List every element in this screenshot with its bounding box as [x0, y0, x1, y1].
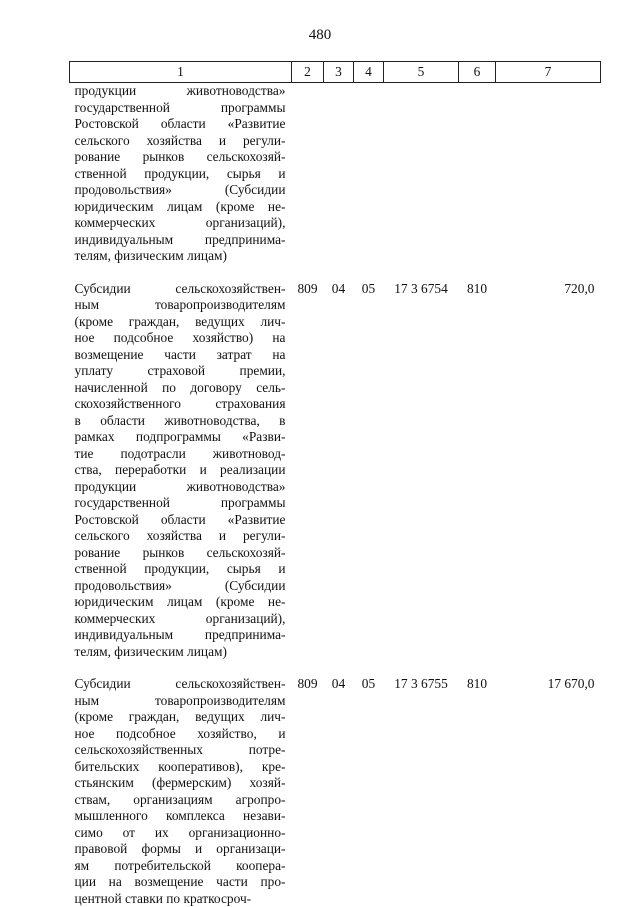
row-description: [70, 265, 292, 661]
description-line: Субсидии сельскохозяйствен-: [75, 281, 286, 298]
description-line: (кроме граждан, ведущих лич-: [75, 314, 286, 331]
description-line: ным товаропроизводителям: [75, 693, 286, 710]
description-line: продовольствия» (Субсидии: [75, 182, 286, 199]
table-row: [70, 265, 601, 661]
description-line: рование рынков сельскохозяй-: [75, 545, 286, 562]
description-line: Ростовской области «Развитие: [75, 116, 286, 133]
description-line: ным товаропроизводителям: [75, 297, 286, 314]
description-line: стьянским (фермерским) хозяй-: [75, 775, 286, 792]
description-line: уплату страховой премии,: [75, 363, 286, 380]
description-line: Субсидии сельскохозяйствен-: [75, 676, 286, 693]
column-header-4: 4: [354, 62, 384, 83]
table-row-continuation: [70, 83, 601, 265]
column-header-5: 5: [384, 62, 459, 83]
column-header-2: 2: [292, 62, 324, 83]
description-line: центной ставки по краткосроч-: [75, 891, 286, 907]
description-line: Ростовской области «Развитие: [75, 512, 286, 529]
description-line: начисленной по договору сель-: [75, 380, 286, 397]
description-line: индивидуальным предпринима-: [75, 232, 286, 249]
page-number: 480: [0, 27, 640, 44]
row-description: [70, 660, 292, 907]
description-line: продовольствия» (Субсидии: [75, 578, 286, 595]
column-header-3: 3: [324, 62, 354, 83]
description-line: телям, физическим лицам): [75, 248, 286, 265]
description-line: ства, переработки и реализации: [75, 462, 286, 479]
description-line: бительских кооперативов), кре-: [75, 759, 286, 776]
ministry-code: 809: [292, 660, 324, 907]
ministry-code: 809: [292, 265, 324, 661]
section-code: 04: [324, 660, 354, 907]
description-line: (кроме граждан, ведущих лич-: [75, 709, 286, 726]
description-line: коммерческих организаций),: [75, 611, 286, 628]
target-article-code: 17 3 6755: [384, 660, 459, 907]
description-line: ственной продукции, сырья и: [75, 561, 286, 578]
subsection-code: 05: [354, 265, 384, 661]
description-line: юридическим лицам (кроме не-: [75, 594, 286, 611]
target-article-code: 17 3 6754: [384, 265, 459, 661]
description-line: возмещение части затрат на: [75, 347, 286, 364]
description-line: скохозяйственного страхования: [75, 396, 286, 413]
description-line: сельского хозяйства и регули-: [75, 133, 286, 150]
description-line: рамках подпрограммы «Разви-: [75, 429, 286, 446]
description-line: ственной продукции, сырья и: [75, 166, 286, 183]
expense-type-code: 810: [459, 265, 496, 661]
expense-type-code: 810: [459, 660, 496, 907]
subsection-code: 05: [354, 660, 384, 907]
amount-value: 720,0: [496, 265, 601, 661]
description-line: ям потребительской коопера-: [75, 858, 286, 875]
description-line: в области животноводства, в: [75, 413, 286, 430]
budget-table: [69, 61, 601, 907]
description-line: ное подсобное хозяйство) на: [75, 330, 286, 347]
amount-value: 17 670,0: [496, 660, 601, 907]
description-line: государственной программы: [75, 100, 286, 117]
description-line: продукции животноводства»: [75, 83, 286, 100]
description-line: рование рынков сельскохозяй-: [75, 149, 286, 166]
description-line: правовой формы и организаци-: [75, 841, 286, 858]
description-line: ствам, организациям агропро-: [75, 792, 286, 809]
description-line: сельскохозяйственных потре-: [75, 742, 286, 759]
description-line: ции на возмещение части про-: [75, 874, 286, 891]
section-code: 04: [324, 265, 354, 661]
column-header-6: 6: [459, 62, 496, 83]
description-line: тие подотрасли животновод-: [75, 446, 286, 463]
description-line: государственной программы: [75, 495, 286, 512]
description-line: симо от их организационно-: [75, 825, 286, 842]
description-line: индивидуальным предпринима-: [75, 627, 286, 644]
table-header-row: [70, 62, 601, 83]
description-line: юридическим лицам (кроме не-: [75, 199, 286, 216]
description-line: телям, физическим лицам): [75, 644, 286, 661]
description-line: ное подсобное хозяйство, и: [75, 726, 286, 743]
description-line: сельского хозяйства и регули-: [75, 528, 286, 545]
table-row: [70, 660, 601, 907]
column-header-7: 7: [496, 62, 601, 83]
row-description: [70, 83, 292, 265]
column-header-1: 1: [70, 62, 292, 83]
description-line: продукции животноводства»: [75, 479, 286, 496]
description-line: мышленного комплекса незави-: [75, 808, 286, 825]
description-line: коммерческих организаций),: [75, 215, 286, 232]
